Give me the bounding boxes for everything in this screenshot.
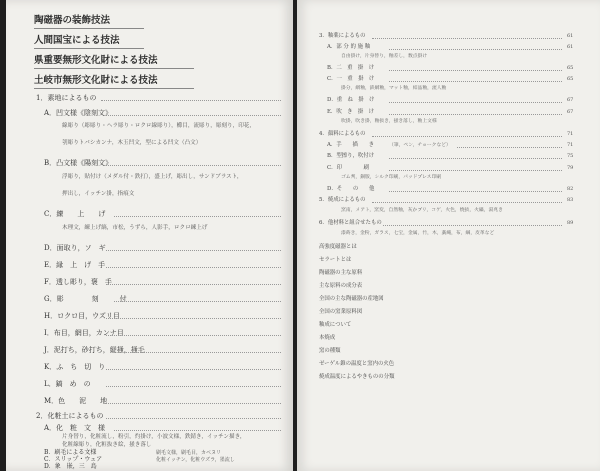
section-3-title: 3．釉薬によるもの	[319, 33, 366, 39]
underline	[34, 28, 144, 29]
s5-desc: 窯南，メアト，窯変，自然釉，灰かブリ，コゲ，火色，焼抜，火繍，湯兆き	[341, 208, 503, 213]
s1-item-a: A．凹文様《陰刻文》	[44, 109, 113, 117]
leader-line	[101, 100, 281, 101]
s1-item-m: M．色 泥 地	[44, 397, 108, 405]
s2-item-a: A．化 粧 文 様	[44, 424, 106, 432]
list-item: 焼成温度によるやきものの分類	[319, 374, 395, 380]
section-5-title: 5．焼成によるもの	[319, 197, 366, 203]
underline	[34, 88, 194, 89]
heading-toki-cultural-property: 土岐市無形文化財による技法	[34, 75, 158, 86]
s4-item-c-desc: ゴム判，銅版，シルク印刷，パッドプレス印刷	[341, 175, 442, 180]
s1-item-i: I．布目，網目，カンナ目	[44, 329, 124, 337]
right-page	[297, 0, 600, 471]
s2-item-c: C．スリップ・ウェア	[44, 456, 103, 463]
page-number: 67	[567, 109, 574, 115]
leader-line	[389, 170, 562, 171]
heading-prefecture-cultural-property: 県重要無形文化財による技法	[34, 55, 158, 66]
s1-item-j: J．泥打ち，砂打ち，縦掻，掻毛	[44, 346, 145, 354]
leader-line	[389, 158, 562, 159]
section-4-title: 4．顔料によるもの	[319, 131, 366, 137]
page-number: 65	[567, 65, 574, 71]
leader-line	[372, 202, 562, 203]
section-2-title: 2．化粧土によるもの	[36, 412, 104, 420]
leader-line	[372, 136, 562, 137]
s4-item-b: B．型擦り，吹付け	[327, 153, 375, 159]
leader-line	[372, 38, 562, 39]
s2-item-a-desc: 化粧線彫り，化粧抜き絵，掻き落し	[62, 442, 152, 448]
page-number: 65	[567, 76, 574, 82]
s1-item-f: F．透し彫り，褒 手	[44, 278, 112, 286]
s3-item-c: C．一 重 掛 け	[327, 76, 375, 82]
s1-item-d: D．面取り，ソ ギ	[44, 244, 106, 252]
s1-item-c-desc: 木理文，練上げ縞，市松，うずら，人影手，ロクロ練上げ	[62, 225, 208, 231]
page-number: 82	[567, 186, 574, 192]
leader-line	[383, 225, 562, 226]
page-number: 83	[567, 197, 574, 203]
s1-item-b: B．凸文様《陽刻文》	[44, 159, 113, 167]
s1-item-l: L．鎬 め の	[44, 380, 91, 388]
list-item: 全国の窯業原料図	[319, 309, 363, 315]
s1-item-h: H．ロクロ目，ウズリ目	[44, 312, 120, 320]
page-number: 79	[567, 165, 574, 171]
s2-item-b-desc: 刷毛文様，刷毛目，カベヌリ	[156, 450, 222, 456]
list-item: 高強度磁器とは	[319, 244, 357, 250]
leader-line	[106, 369, 281, 370]
leader-line	[114, 216, 281, 217]
leader-line	[106, 318, 281, 319]
s6-desc: 漆蒔き，金粉，ガラス，七宝，金属，竹，木，藁縄，布，綱，皮革など	[341, 231, 495, 236]
s4-item-d: D．そ の 他	[327, 186, 375, 192]
underline	[34, 68, 194, 69]
s1-item-b-desc: 押出し，イッチン掛，指痕文	[62, 191, 135, 197]
page-number: 67	[567, 97, 574, 103]
s1-item-b-desc: 浮彫り，貼付け（メダル付・鉄打），盛上げ，彫出し，サンドブラスト，	[62, 174, 243, 180]
s4-item-a: A．手 描 き	[327, 142, 375, 148]
leader-line	[114, 430, 281, 431]
left-page	[6, 0, 293, 471]
s3-item-d: D．重 ね 掛 け	[327, 97, 375, 103]
list-item: 全国の主な陶磁器の産地図	[319, 296, 384, 302]
s3-item-b: B．二 重 掛 け	[327, 65, 375, 71]
s4-item-a-desc: （筆，ペン，チョークなど）	[389, 143, 451, 148]
s1-item-a-desc: 線彫り（彫彫り・ヘラ彫り・ロクロ線彫り），櫛目，流彫り，彫刻り，印花，	[62, 123, 255, 129]
page-number: 71	[567, 131, 574, 137]
leader-line	[106, 335, 281, 336]
s1-item-a-desc: 刳彫りトバシカンナ，木玉凹文，型による凹文（凸文）	[62, 140, 202, 146]
page-number: 61	[567, 44, 574, 50]
s1-item-e: E．縁 上 げ 手	[44, 261, 106, 269]
leader-line	[106, 403, 281, 404]
leader-line	[106, 250, 281, 251]
heading-living-national-treasure: 人間国宝による技法	[34, 35, 120, 46]
list-item: 陶磁器の主な原料	[319, 270, 363, 276]
page-number: 75	[567, 153, 574, 159]
section-6-title: 6．他材料と組合せたもの	[319, 220, 382, 226]
leader-line	[106, 386, 281, 387]
leader-line	[389, 49, 562, 50]
s2-item-c-desc: 化粧イッチン，化粧ウズラ，墨流し	[156, 457, 235, 463]
list-item: 窯の種類	[319, 348, 341, 354]
list-item: 主な原料の成分表	[319, 283, 363, 289]
s3-item-e-desc: 吹掛，吹き掛，釉抜き，掻き落し，釉上文様	[341, 119, 437, 124]
leader-line	[389, 70, 562, 71]
s2-item-d: D．象 嵌，三 島	[44, 463, 97, 470]
section-1-title: 1．素地によるもの	[36, 94, 97, 102]
leader-line	[106, 115, 281, 116]
leader-line	[389, 114, 562, 115]
leader-line	[389, 191, 562, 192]
s3-item-a-desc: 自由掛け，片身替り，釉差し，数点掛け	[341, 54, 428, 59]
leader-line	[457, 147, 562, 148]
leader-line	[114, 301, 281, 302]
page-number: 61	[567, 33, 574, 39]
leader-line	[106, 418, 281, 419]
s2-item-a-desc: 片身替り，化粧流し，粉引，灼掛け，小波文様，鉄錆き，イッチン描き，	[62, 434, 246, 440]
list-item: 本焼成	[319, 335, 336, 341]
s1-item-k: K．ふ ち 切 り	[44, 363, 106, 371]
s2-item-b: B．刷毛による文様	[44, 449, 97, 456]
page-number: 71	[567, 142, 574, 148]
list-item: 釉成について	[319, 322, 352, 328]
leader-line	[124, 352, 281, 353]
list-item: ゼーゲル錐の温度と窯内の火色	[319, 361, 395, 367]
s1-item-c: C．練 上 げ	[44, 210, 106, 218]
s3-item-a: A．部 分 的 施 釉	[327, 44, 371, 50]
s1-item-g: G．彫 刻 付	[44, 295, 127, 303]
s4-item-c: C．印 刷	[327, 165, 369, 171]
leader-line	[106, 284, 281, 285]
leader-line	[106, 267, 281, 268]
leader-line	[106, 165, 281, 166]
s3-item-c-desc: 掛分，網釉，鉄網釉，マット釉，結晶釉，流人釉	[341, 86, 447, 91]
underline	[34, 48, 144, 49]
page-number: 89	[567, 220, 574, 226]
s3-item-e: E．吹 き 掛 け	[327, 109, 375, 115]
heading-decoration-techniques: 陶磁器の装飾技法	[34, 15, 111, 26]
list-item: セラートとは	[319, 257, 352, 263]
leader-line	[389, 102, 562, 103]
leader-line	[389, 81, 562, 82]
